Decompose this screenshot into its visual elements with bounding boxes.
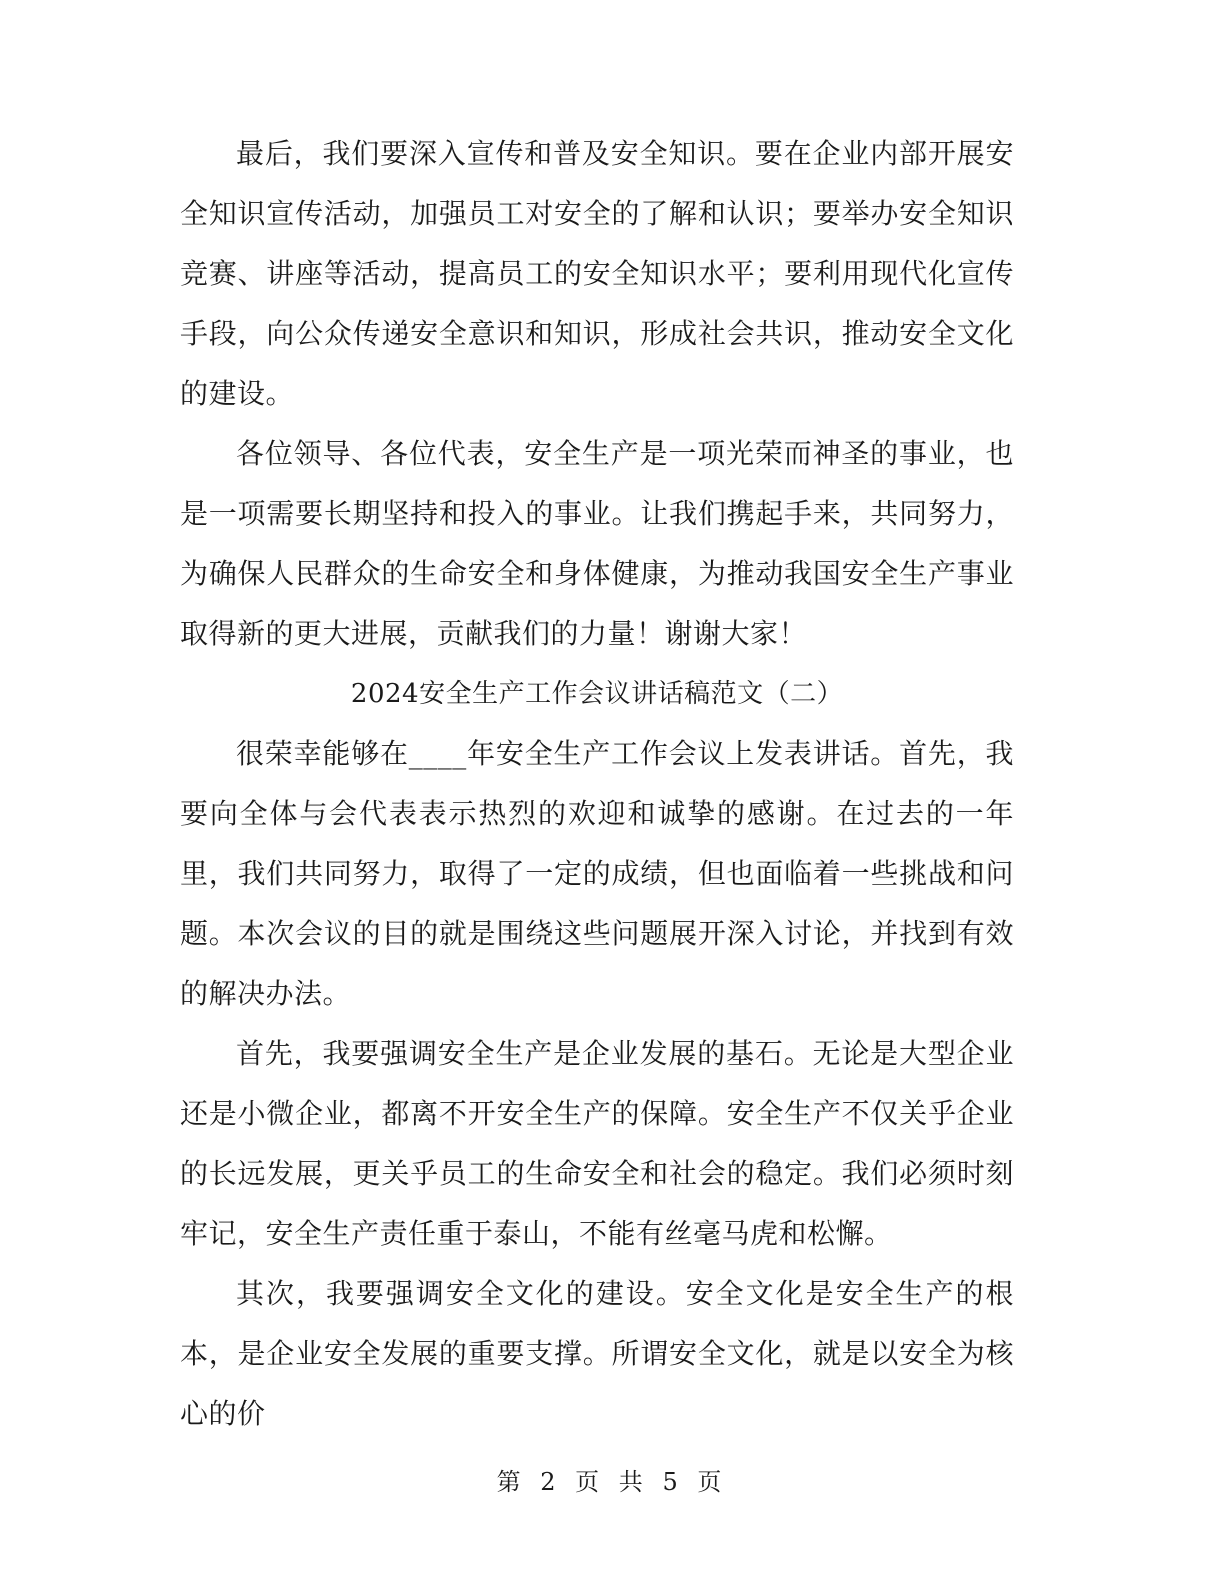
paragraph-opening: 很荣幸能够在____年安全生产工作会议上发表讲话。首先，我要向全体与会代表表示热烈的欢迎和诚挚的感谢。在过去的一年里，我们共同努力，取得了一定的成绩，但也面临着一些挑战和问题。本次会议的目的就是围绕这些问题展开深入讨论，并找到有效的解决办法。 [180, 737, 1014, 1010]
paragraph-knowledge-promotion: 最后，我们要深入宣传和普及安全知识。要在企业内部开展安全知识宣传活动，加强员工对安全的了解和认识；要举办安全知识竞赛、讲座等活动，提高员工的安全知识水平；要利用现代化宣传手段，向公众传递安全意识和知识，形成社会共识，推动安全文化的建设。 [180, 137, 1014, 410]
paragraph-safety-foundation: 首先，我要强调安全生产是企业发展的基石。无论是大型企业还是小微企业，都离不开安全生产的保障。安全生产不仅关乎企业的长远发展，更关乎员工的生命安全和社会的稳定。我们必须时刻牢记，安全生产责任重于泰山，不能有丝毫马虎和松懈。 [180, 1037, 1014, 1250]
paragraph-closing-remarks: 各位领导、各位代表，安全生产是一项光荣而神圣的事业，也是一项需要长期坚持和投入的事业。让我们携起手来，共同努力，为确保人民群众的生命安全和身体健康，为推动我国安全生产事业取得新的更大进展，贡献我们的力量！谢谢大家！ [180, 437, 1014, 650]
page-number-footer: 第 2 页 共 5 页 [496, 1468, 728, 1496]
section-title: 2024安全生产工作会议讲话稿范文（二） [350, 679, 844, 709]
paragraph-safety-culture: 其次，我要强调安全文化的建设。安全文化是安全生产的根本，是企业安全发展的重要支撑。所谓安全文化，就是以安全为核心的价 [180, 1277, 1014, 1430]
document-body [180, 124, 1014, 1444]
